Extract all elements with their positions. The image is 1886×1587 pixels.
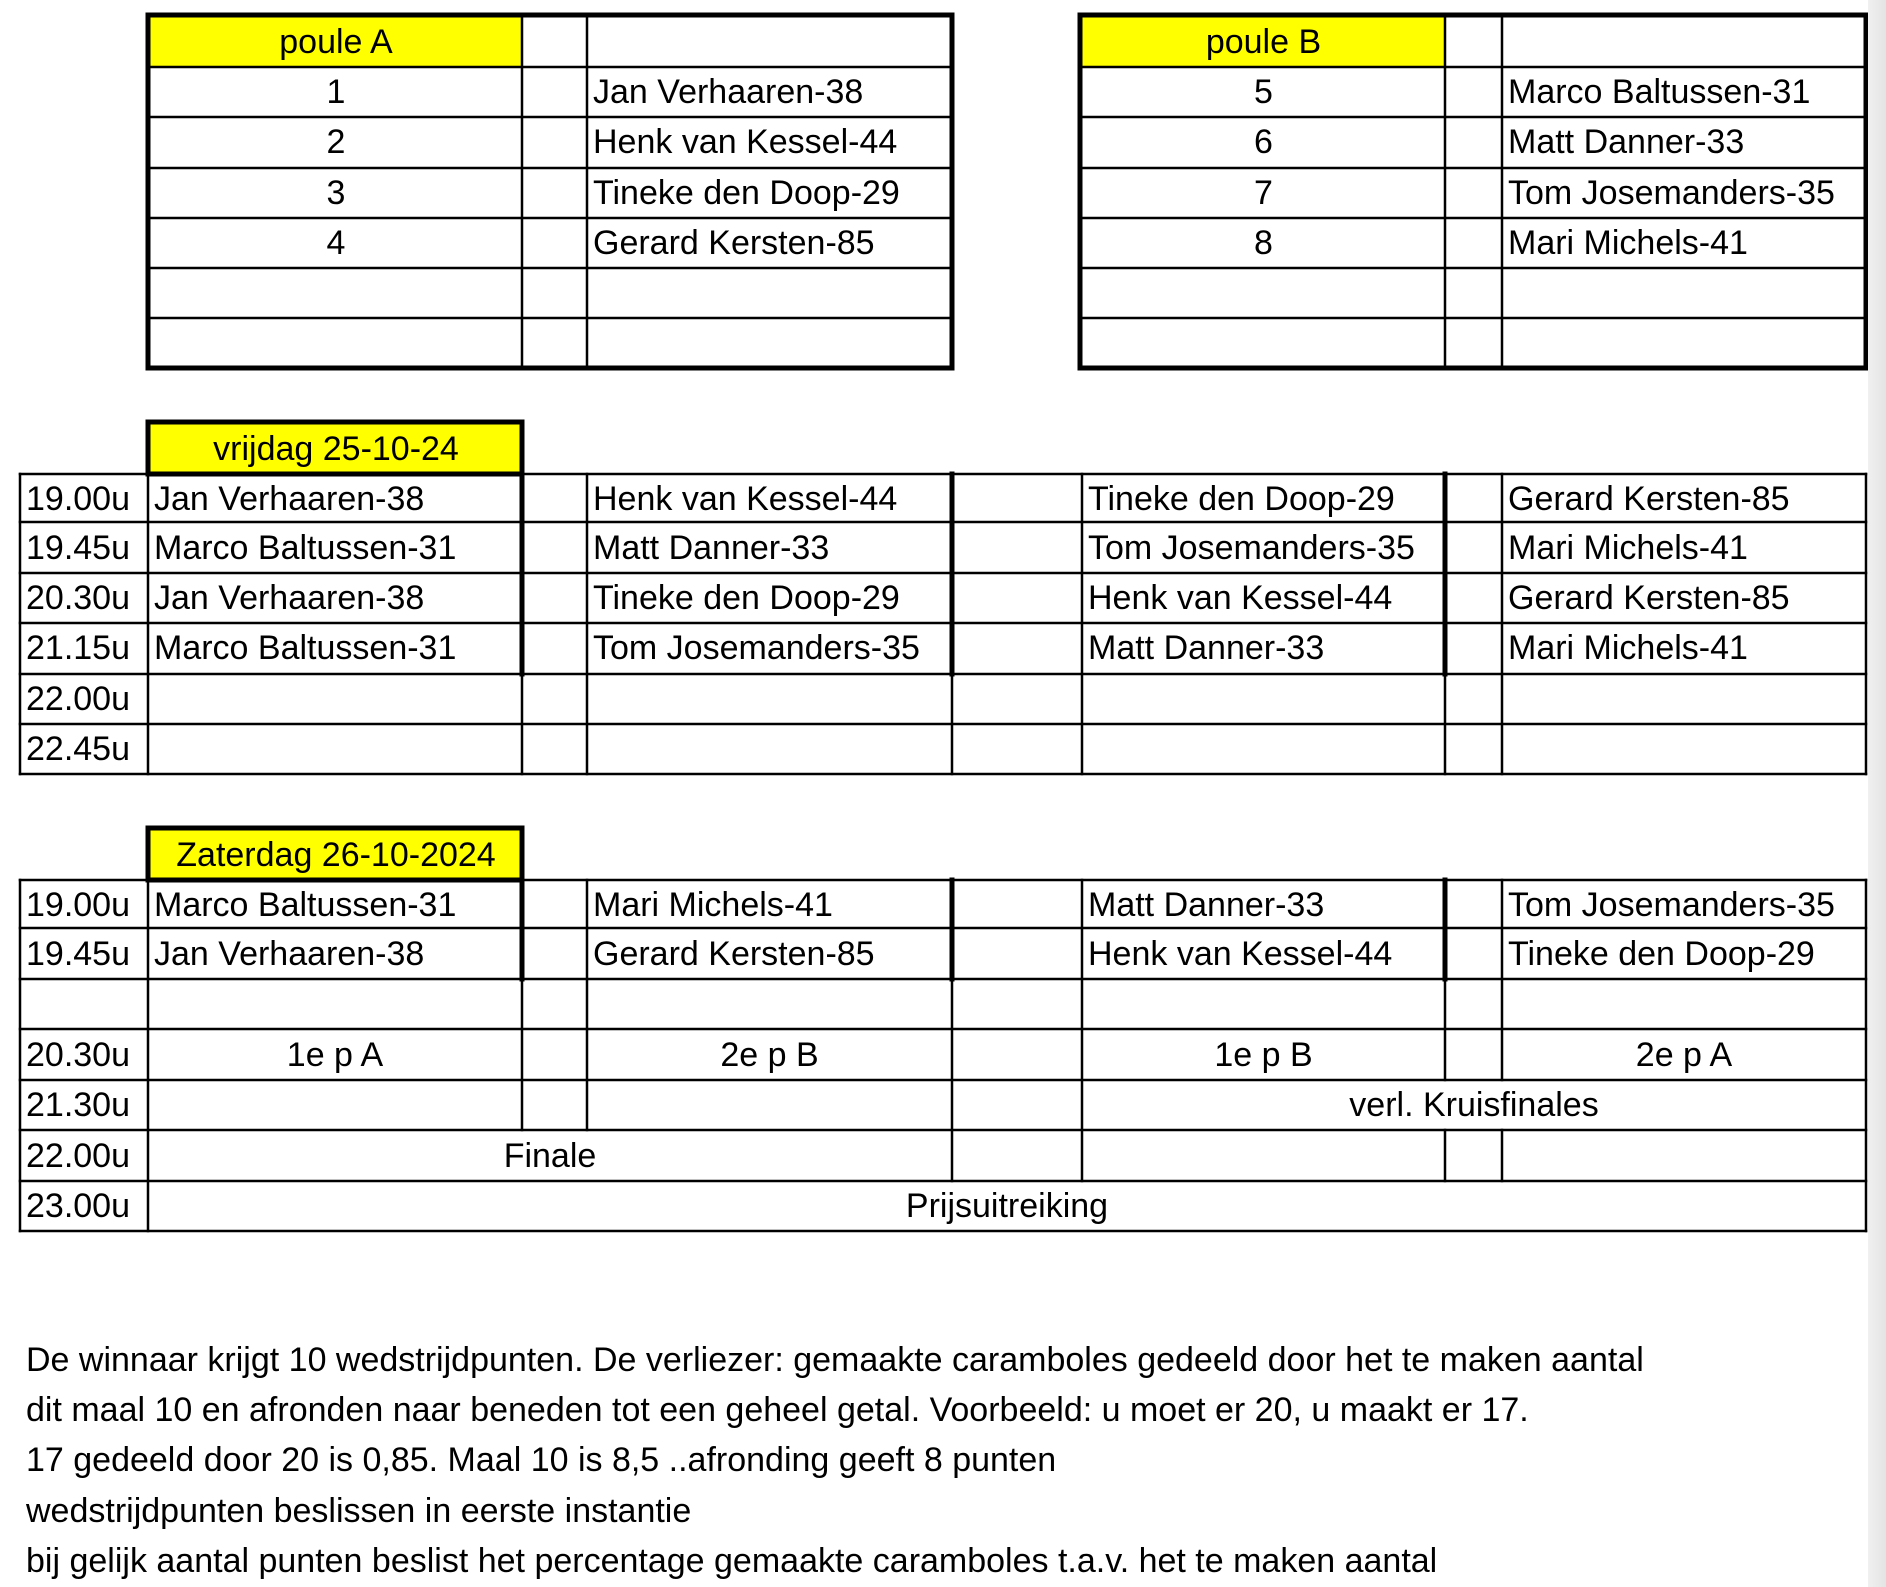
friday-match-player: Matt Danner-33 xyxy=(593,529,830,567)
friday-match-player: Mari Michels-41 xyxy=(1508,629,1748,667)
friday-match-player: Mari Michels-41 xyxy=(1508,529,1748,567)
cross-final-slot: 2e p B xyxy=(720,1036,819,1074)
poule-b-header: poule B xyxy=(1082,17,1445,67)
rules-line: dit maal 10 en afronden naar beneden tot een geheel getal. Voorbeeld: u moet er 20, u maakt er 17. xyxy=(26,1391,1529,1429)
final-label: Finale xyxy=(503,1137,597,1175)
poule-a-number: 1 xyxy=(326,73,346,111)
saturday-match-player: Marco Baltussen-31 xyxy=(154,886,457,924)
cross-final-slot: 1e p B xyxy=(1214,1036,1313,1074)
friday-time: 20.30u xyxy=(26,579,130,617)
friday-match-player: Tom Josemanders-35 xyxy=(593,629,920,667)
saturday-time: 19.00u xyxy=(26,886,130,924)
saturday-match-player: Mari Michels-41 xyxy=(593,886,833,924)
rules-line: 17 gedeeld door 20 is 0,85. Maal 10 is 8,5 ..afronding geeft 8 punten xyxy=(26,1441,1057,1479)
poule-a-header: poule A xyxy=(150,17,522,67)
losers-final-label: verl. Kruisfinales xyxy=(1349,1086,1599,1124)
saturday-match-player: Tineke den Doop-29 xyxy=(1508,935,1815,973)
friday-match-player: Tineke den Doop-29 xyxy=(593,579,900,617)
saturday-match-player: Jan Verhaaren-38 xyxy=(154,935,425,973)
saturday-match-player: Henk van Kessel-44 xyxy=(1088,935,1393,973)
poule-a-number: 3 xyxy=(326,174,346,212)
poule-b-number: 5 xyxy=(1254,73,1273,111)
friday-time: 22.45u xyxy=(26,730,130,768)
poule-b-number: 6 xyxy=(1254,123,1273,161)
page-edge-shadow xyxy=(1868,0,1886,1587)
poule-a-number: 4 xyxy=(326,224,346,262)
poule-b-player: Tom Josemanders-35 xyxy=(1508,174,1835,212)
poule-b-player: Marco Baltussen-31 xyxy=(1508,73,1811,111)
poule-a-number: 2 xyxy=(326,123,346,161)
friday-match-player: Gerard Kersten-85 xyxy=(1508,480,1790,518)
cross-final-time: 20.30u xyxy=(26,1036,130,1074)
poule-a-player: Gerard Kersten-85 xyxy=(593,224,875,262)
poule-b-player: Mari Michels-41 xyxy=(1508,224,1748,262)
saturday-match-player: Tom Josemanders-35 xyxy=(1508,886,1835,924)
prize-time: 23.00u xyxy=(26,1187,130,1225)
saturday-time: 19.45u xyxy=(26,935,130,973)
friday-match-player: Henk van Kessel-44 xyxy=(593,480,898,518)
poule-a-player: Tineke den Doop-29 xyxy=(593,174,900,212)
losers-final-time: 21.30u xyxy=(26,1086,130,1124)
poule-a-player: Jan Verhaaren-38 xyxy=(593,73,864,111)
friday-time: 21.15u xyxy=(26,629,130,667)
friday-match-player: Marco Baltussen-31 xyxy=(154,629,457,667)
rules-line: wedstrijdpunten beslissen in eerste instantie xyxy=(26,1492,692,1530)
cross-final-slot: 2e p A xyxy=(1635,1036,1733,1074)
rules-line: De winnaar krijgt 10 wedstrijdpunten. De verliezer: gemaakte caramboles gedeeld door het te maken aantal xyxy=(26,1341,1644,1379)
friday-time: 19.00u xyxy=(26,480,130,518)
friday-match-player: Marco Baltussen-31 xyxy=(154,529,457,567)
poule-b-player: Matt Danner-33 xyxy=(1508,123,1745,161)
saturday-match-player: Matt Danner-33 xyxy=(1088,886,1325,924)
saturday-match-player: Gerard Kersten-85 xyxy=(593,935,875,973)
friday-match-player: Tineke den Doop-29 xyxy=(1088,480,1395,518)
friday-time: 19.45u xyxy=(26,529,130,567)
friday-match-player: Tom Josemanders-35 xyxy=(1088,529,1415,567)
prize-label: Prijsuitreiking xyxy=(905,1187,1109,1225)
poule-b-number: 8 xyxy=(1254,224,1273,262)
poule-b-number: 7 xyxy=(1254,174,1273,212)
friday-match-player: Gerard Kersten-85 xyxy=(1508,579,1790,617)
friday-match-player: Matt Danner-33 xyxy=(1088,629,1325,667)
friday-match-player: Jan Verhaaren-38 xyxy=(154,579,425,617)
friday-header: vrijdag 25-10-24 xyxy=(150,424,522,474)
final-time: 22.00u xyxy=(26,1137,130,1175)
rules-line: bij gelijk aantal punten beslist het percentage gemaakte caramboles t.a.v. het te maken aantal xyxy=(26,1542,1438,1580)
poule-a-player: Henk van Kessel-44 xyxy=(593,123,898,161)
saturday-header: Zaterdag 26-10-2024 xyxy=(150,830,522,880)
friday-match-player: Henk van Kessel-44 xyxy=(1088,579,1393,617)
friday-time: 22.00u xyxy=(26,680,130,718)
cross-final-slot: 1e p A xyxy=(286,1036,384,1074)
friday-match-player: Jan Verhaaren-38 xyxy=(154,480,425,518)
